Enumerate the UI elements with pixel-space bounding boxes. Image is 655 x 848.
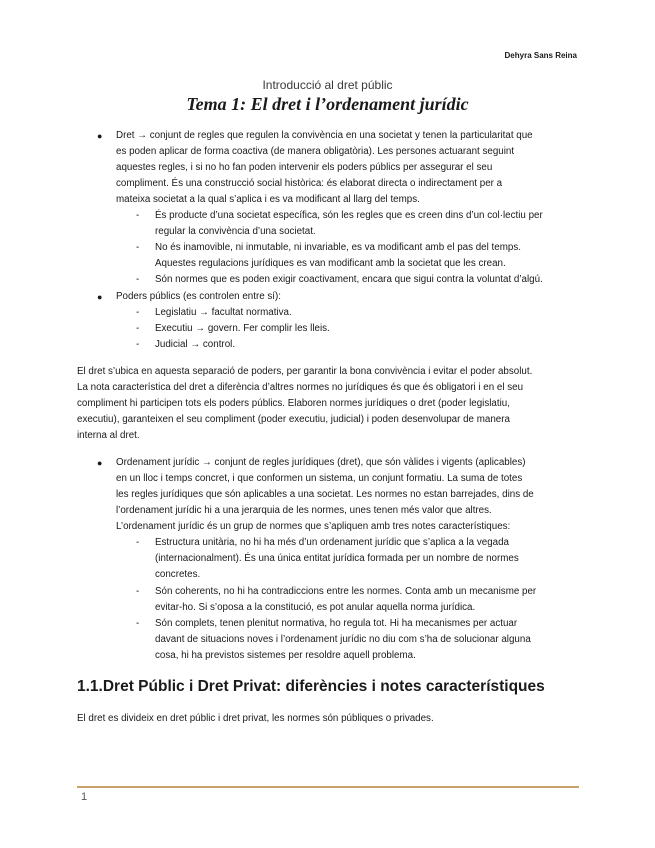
dash-marker: -	[136, 339, 140, 350]
text-line: les regles jurídiques que són aplicables a una societat. Les normes no estan barrejades, dins de	[116, 489, 534, 500]
page-number: 1	[81, 791, 88, 803]
text-line: No és inamovible, ni inmutable, ni invariable, es va modificant amb el pas del temps.	[155, 242, 521, 253]
text-line: en un lloc i temps concret, i que conformen un sistema, un conjunt formatiu. La suma de totes	[116, 473, 523, 484]
text-line: És producte d’una societat específica, són les regles que es creen dins d’un col·lectiu per	[155, 210, 543, 221]
text-line: L’ordenament jurídic és un grup de normes que s’apliquen amb tres notes característiques:	[116, 521, 511, 532]
text-line: mateixa societat a la qual s’aplica i es va modificant al llarg del temps.	[116, 194, 420, 205]
text-line: Legislatiu → facultat normativa.	[155, 307, 292, 318]
dash-marker: -	[136, 323, 140, 334]
text-line: compliment. És una construcció social històrica: és elaborat directa o indirectament per a	[116, 178, 503, 189]
bullet-marker: ●	[97, 458, 103, 468]
text-line: El dret s’ubica en aquesta separació de poders, per garantir la bona convivència i evitar el poder absolut.	[77, 366, 533, 377]
section-text: El dret es divideix en dret públic i dret privat, les normes són públiques o privades.	[77, 713, 434, 724]
text-line: davant de situacions noves i l’ordenament jurídic no diu com s’ha de solucionar alguna	[155, 634, 531, 645]
bullet-marker: ●	[97, 131, 103, 141]
text-line: Judicial → control.	[155, 339, 236, 350]
dash-marker: -	[136, 307, 140, 318]
text-line: compliment hi participen tots els poders públics. Elaboren normes jurídiques o dret (poder legislatiu,	[77, 398, 510, 409]
text-line: cosa, hi ha previstos sistemes per resoldre aquell problema.	[155, 650, 416, 661]
text-line: (internacionalment). És una única entitat jurídica formada per un nombre de normes	[155, 553, 519, 564]
document-subtitle: Introducció al dret públic	[262, 78, 393, 92]
dash-marker: -	[136, 210, 140, 221]
author-name: Dehyra Sans Reina	[504, 51, 577, 60]
text-line: concretes.	[155, 569, 201, 580]
footer-divider	[77, 786, 579, 788]
text-line: interna al dret.	[77, 430, 140, 441]
dash-marker: -	[136, 618, 140, 629]
bullet-marker: ●	[97, 292, 103, 302]
dash-marker: -	[136, 537, 140, 548]
dash-marker: -	[136, 274, 140, 285]
text-line: Són complets, tenen plenitut normativa, ho regula tot. Hi ha mecanismes per actuar	[155, 618, 518, 629]
text-line: evitar-ho. Si s’oposa a la constitució, es pot anular aquella norma jurídica.	[155, 602, 476, 613]
text-line: Són normes que es poden exigir coactivament, encara que sigui contra la voluntat d’algú.	[155, 274, 543, 285]
text-line: l’ordenament jurídic hi a una jerarquia de les normes, unes tenen més valor que altres.	[116, 505, 492, 516]
text-line: Són coherents, no hi ha contradiccions entre les normes. Conta amb un mecanisme per	[155, 586, 537, 597]
section-heading: 1.1.Dret Públic i Dret Privat: diferències i notes característiques	[77, 678, 545, 695]
text-line: aquestes regles, i si no ho fan poden intervenir els poders públics per assegurar el seu	[116, 162, 493, 173]
text-line: Dret → conjunt de regles que regulen la convivència en una societat y tenen la particularitat que	[116, 130, 533, 141]
text-line: Poders públics (es controlen entre sí):	[116, 291, 281, 302]
text-line: Estructura unitària, no hi ha més d’un ordenament jurídic que s’aplica a la vegada	[155, 537, 509, 548]
text-line: Aquestes regulacions jurídiques es van modificant amb la societat que les crean.	[155, 258, 506, 269]
text-line: Executiu → govern. Fer complir les lleis.	[155, 323, 330, 334]
page-title: Tema 1: El dret i l’ordenament jurídic	[186, 94, 469, 114]
text-line: La nota característica del dret a diferència d’altres normes no jurídiques és que és obligatori i en el seu	[77, 382, 524, 393]
dash-marker: -	[136, 586, 140, 597]
text-line: Ordenament jurídic → conjunt de regles jurídiques (dret), que són vàlides i vigents (aplicables)	[116, 457, 526, 468]
text-line: executiu), garanteixen el seu compliment (poder executiu, judicial) i poden desenvolupar de manera	[77, 414, 510, 425]
text-line: regular la convivència d’una societat.	[155, 226, 316, 237]
dash-marker: -	[136, 242, 140, 253]
text-line: es poden aplicar de forma coactiva (de manera obligatòria). Les persones actuarant seguint	[116, 146, 515, 157]
